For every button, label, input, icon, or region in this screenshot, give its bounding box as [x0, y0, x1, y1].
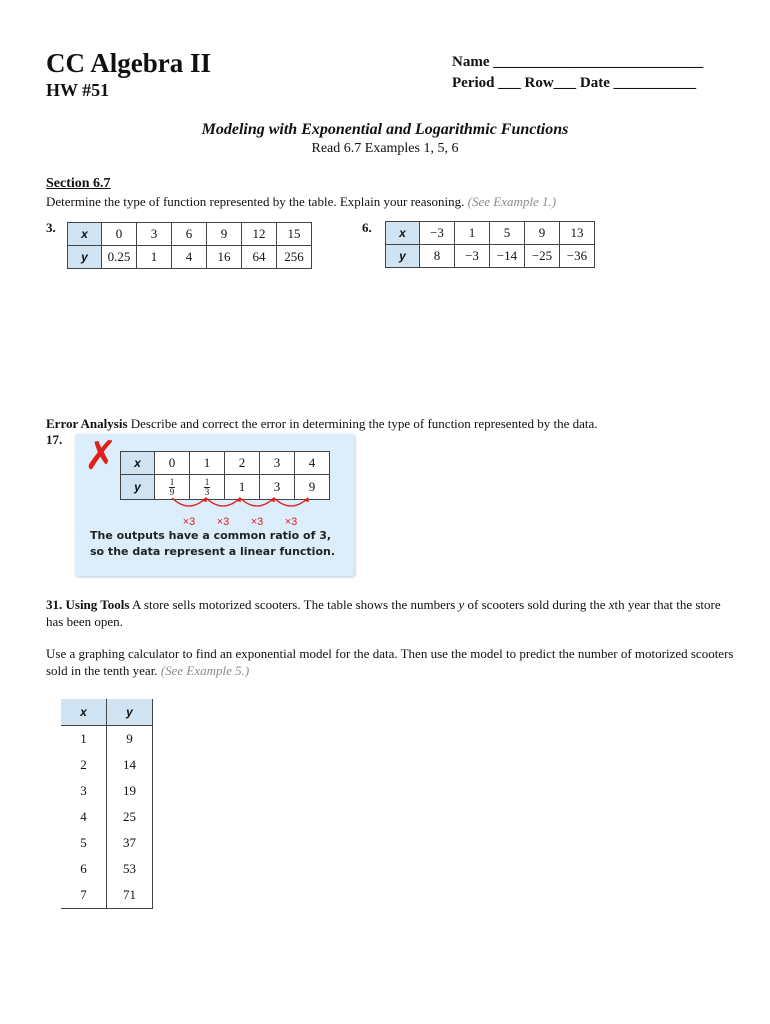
table-cell: 5 — [61, 830, 107, 856]
table-cell: 3 — [260, 475, 295, 500]
table-cell: 4 — [61, 804, 107, 830]
x-header: x — [386, 222, 420, 245]
table-row — [68, 223, 312, 246]
table-cell: 15 — [277, 223, 312, 246]
ratio-arrow-4 — [274, 498, 308, 506]
error-x-mark-icon: ✗ — [84, 433, 118, 479]
table-row — [68, 246, 312, 269]
fraction-denominator: 9 — [169, 486, 175, 497]
table-cell: 6 — [61, 856, 107, 882]
scooter-sales-table — [61, 699, 153, 909]
table-row — [61, 804, 153, 830]
table-cell: 8 — [420, 245, 455, 268]
error-analysis-text: Describe and correct the error in determining the type of function represented by the data. — [130, 416, 598, 431]
table-row — [386, 222, 595, 245]
y-header: y — [107, 699, 153, 726]
table-row — [61, 778, 153, 804]
table-cell: 3 — [137, 223, 172, 246]
table-cell: 1 — [61, 726, 107, 753]
table-cell: 53 — [107, 856, 153, 882]
fraction — [204, 478, 211, 497]
problem-31-reference: (See Example 5.) — [160, 663, 250, 678]
reading-assignment: Read 6.7 Examples 1, 5, 6 — [311, 141, 459, 156]
table-cell: 0.25 — [102, 246, 137, 269]
table-header-row — [61, 699, 153, 726]
table-cell: 16 — [207, 246, 242, 269]
table-cell: 25 — [107, 804, 153, 830]
table-cell: 0 — [102, 223, 137, 246]
table-cell: 71 — [107, 882, 153, 909]
table-cell: 3 — [61, 778, 107, 804]
problem-31-text-b: of scooters sold during the — [467, 597, 606, 612]
error-student-work-note: The outputs have a common ratio of 3, so the data represent a linear function. — [90, 529, 336, 558]
name-line: Name ____________________________ — [452, 54, 704, 70]
table-cell: 0 — [155, 452, 190, 475]
x-header: x — [61, 699, 107, 726]
table-cell: −3 — [420, 222, 455, 245]
table-cell: 1 — [137, 246, 172, 269]
problem-31-task: Use a graphing calculator to find an exponential model for the data. Then use the model to predict the number of motorized scooters sold in the tenth year. — [46, 646, 734, 678]
instruction-reference: (See Example 1.) — [467, 194, 557, 209]
homework-number: HW #51 — [46, 80, 110, 100]
problem-31-text-a: A store sells motorized scooters. The table shows the numbers — [132, 597, 456, 612]
student-info-block — [452, 52, 703, 94]
table-cell: 12 — [242, 223, 277, 246]
table-cell: 1 — [225, 475, 260, 500]
table-cell: 19 — [107, 778, 153, 804]
table-cell: 9 — [525, 222, 560, 245]
table-cell: −3 — [455, 245, 490, 268]
course-title: CC Algebra II — [46, 48, 212, 78]
problem-31-var-y: y — [458, 597, 465, 612]
problem-31-instructions — [46, 645, 736, 679]
fraction-numerator: 1 — [204, 476, 210, 487]
table-row — [61, 856, 153, 882]
table-cell: −14 — [490, 245, 525, 268]
table-cell: 13 — [560, 222, 595, 245]
table-cell: 9 — [295, 475, 330, 500]
worksheet-subtitle: Modeling with Exponential and Logarithmic Functions — [201, 121, 569, 138]
table-cell: 2 — [225, 452, 260, 475]
fraction-denominator: 3 — [204, 486, 210, 497]
table-cell: 256 — [277, 246, 312, 269]
table-row — [121, 452, 330, 475]
table-cell: 1 — [190, 452, 225, 475]
problem-31-title: Using Tools — [65, 597, 130, 612]
ratio-arrow-1 — [172, 498, 206, 506]
table-cell: 7 — [61, 882, 107, 909]
ratio-label: ×3 — [216, 516, 230, 528]
table-cell: 2 — [61, 752, 107, 778]
table-cell: 9 — [107, 726, 153, 753]
error-analysis-prompt — [46, 416, 598, 432]
table-cell: 5 — [490, 222, 525, 245]
y-header: y — [121, 475, 155, 500]
problem-31-var-x: x — [608, 597, 615, 612]
table-cell: 1 — [455, 222, 490, 245]
table-row — [61, 726, 153, 753]
ratio-arrows — [150, 496, 350, 530]
table-cell: 9 — [207, 223, 242, 246]
ratio-arrow-2 — [206, 498, 240, 506]
ratio-label: ×3 — [250, 516, 264, 528]
ratio-label: ×3 — [182, 516, 196, 528]
table-cell: 37 — [107, 830, 153, 856]
fraction-numerator: 1 — [169, 476, 175, 487]
fraction — [169, 478, 176, 497]
section-instruction — [46, 194, 556, 210]
problem-3-table — [67, 222, 312, 269]
problem-17-number: 17. — [46, 432, 63, 447]
period-row-date-line: Period ___ Row___ Date ___________ — [452, 75, 697, 91]
table-row — [61, 752, 153, 778]
x-header: x — [68, 223, 102, 246]
x-header: x — [121, 452, 155, 475]
problem-31-text — [46, 596, 736, 630]
table-cell: 64 — [242, 246, 277, 269]
table-cell: 14 — [107, 752, 153, 778]
error-analysis-title: Error Analysis — [46, 416, 128, 431]
table-cell: 3 — [260, 452, 295, 475]
table-row — [61, 882, 153, 909]
y-header: y — [68, 246, 102, 269]
problem-31-number: 31. — [46, 597, 63, 612]
y-header: y — [386, 245, 420, 268]
problem-3-number: 3. — [46, 220, 56, 235]
problem-6-table — [385, 221, 595, 268]
table-cell: 4 — [295, 452, 330, 475]
ratio-arrow-3 — [240, 498, 274, 506]
problem-6-number: 6. — [362, 220, 372, 235]
table-cell: −25 — [525, 245, 560, 268]
instruction-text: Determine the type of function represented by the table. Explain your reasoning. — [46, 194, 465, 209]
table-row — [61, 830, 153, 856]
table-cell: −36 — [560, 245, 595, 268]
table-cell: 4 — [172, 246, 207, 269]
ratio-label: ×3 — [284, 516, 298, 528]
problem-17-table — [120, 451, 330, 500]
problem-31-text-c: th year that the store has been open. — [46, 597, 721, 629]
table-cell: 6 — [172, 223, 207, 246]
section-heading: Section 6.7 — [46, 176, 111, 191]
table-row — [386, 245, 595, 268]
